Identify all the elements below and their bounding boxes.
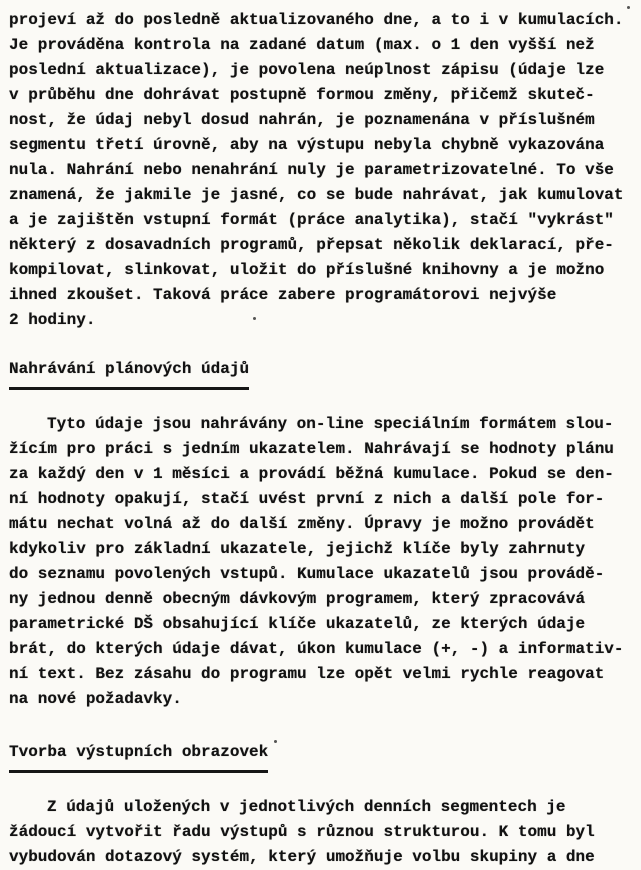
paragraph-tvorba <box>9 795 635 870</box>
text-line: znamená, že jakmile je jasné, co se bude nahrávat, jak kumulovat <box>9 186 624 204</box>
text-line: a je zajištěn vstupní formát (práce analytika), stačí "vykrást" <box>9 211 614 229</box>
scan-speck <box>253 317 256 320</box>
text-line: žádoucí vytvořit řadu výstupů s různou strukturou. K tomu byl <box>9 823 595 841</box>
text-line: projeví až do posledně aktualizovaného dne, a to i v kumulacích. <box>9 11 624 29</box>
text-line: žícím pro práci s jedním ukazatelem. Nahrávají se hodnoty plánu <box>9 440 614 458</box>
section-heading-tvorba-vystupnich-obrazovek: Tvorba výstupních obrazovek <box>9 740 268 773</box>
text-line: nula. Nahrání nebo nenahrání nuly je parametrizovatelné. To vše <box>9 161 614 179</box>
text-line: mátu nechat volná až do další změny. Úpravy je možno provádět <box>9 515 595 533</box>
text-line: Je prováděna kontrola na zadané datum (max. o 1 den vyšší než <box>9 36 595 54</box>
text-line: kompilovat, slinkovat, uložit do příslušné knihovny a je možno <box>9 261 605 279</box>
text-line: ihned zkoušet. Taková práce zabere programátorovi nejvýše <box>9 286 557 304</box>
text-line: Z údajů uložených v jednotlivých denních segmentech je <box>47 798 566 816</box>
text-line: na nové požadavky. <box>9 690 182 708</box>
text-line: segmentu třetí úrovně, aby na výstupu nebyla chybně vykazována <box>9 136 605 154</box>
scan-speck <box>627 6 630 9</box>
text-line: poslední aktualizace), je povolena neúplnost zápisu (údaje lze <box>9 61 605 79</box>
text-line: parametrické DŠ obsahující klíče ukazatelů, ze kterých údaje <box>9 615 586 633</box>
text-line: do seznamu povolených vstupů. Kumulace ukazatelů jsou provádě- <box>9 565 605 583</box>
text-line: nost, že údaj nebyl dosud nahrán, je poznamenána v příslušném <box>9 111 595 129</box>
paragraph-nahravani <box>9 412 635 712</box>
text-line: 2 hodiny. <box>9 311 96 329</box>
paragraph-continuation <box>9 8 635 333</box>
text-line: Tyto údaje jsou nahrávány on-line speciálním formátem slou- <box>47 415 614 433</box>
text-line: kdykoliv pro základní ukazatele, jejichž klíče byly zahrnuty <box>9 540 586 558</box>
text-line: ny jednou denně obecným dávkovým programem, který zpracovává <box>9 590 586 608</box>
text-line: vybudován dotazový systém, který umožňuje volbu skupiny a dne <box>9 848 595 866</box>
text-line: některý z dosavadních programů, přepsat několik deklarací, pře- <box>9 236 614 254</box>
text-line: brát, do kterých údaje dávat, úkon kumulace (+, -) a informativ- <box>9 640 624 658</box>
section-heading-nahravani-planovych-udaju: Nahrávání plánových údajů <box>9 357 249 390</box>
text-line: v průběhu dne dohrávat postupně formou změny, přičemž skuteč- <box>9 86 595 104</box>
text-line: ní hodnoty opakují, stačí uvést první z nich a další pole for- <box>9 490 605 508</box>
scan-speck <box>274 740 277 743</box>
text-line: ní text. Bez zásahu do programu lze opět velmi rychle reagovat <box>9 665 605 683</box>
text-line: za každý den v 1 měsíci a provádí běžná kumulace. Pokud se den- <box>9 465 614 483</box>
